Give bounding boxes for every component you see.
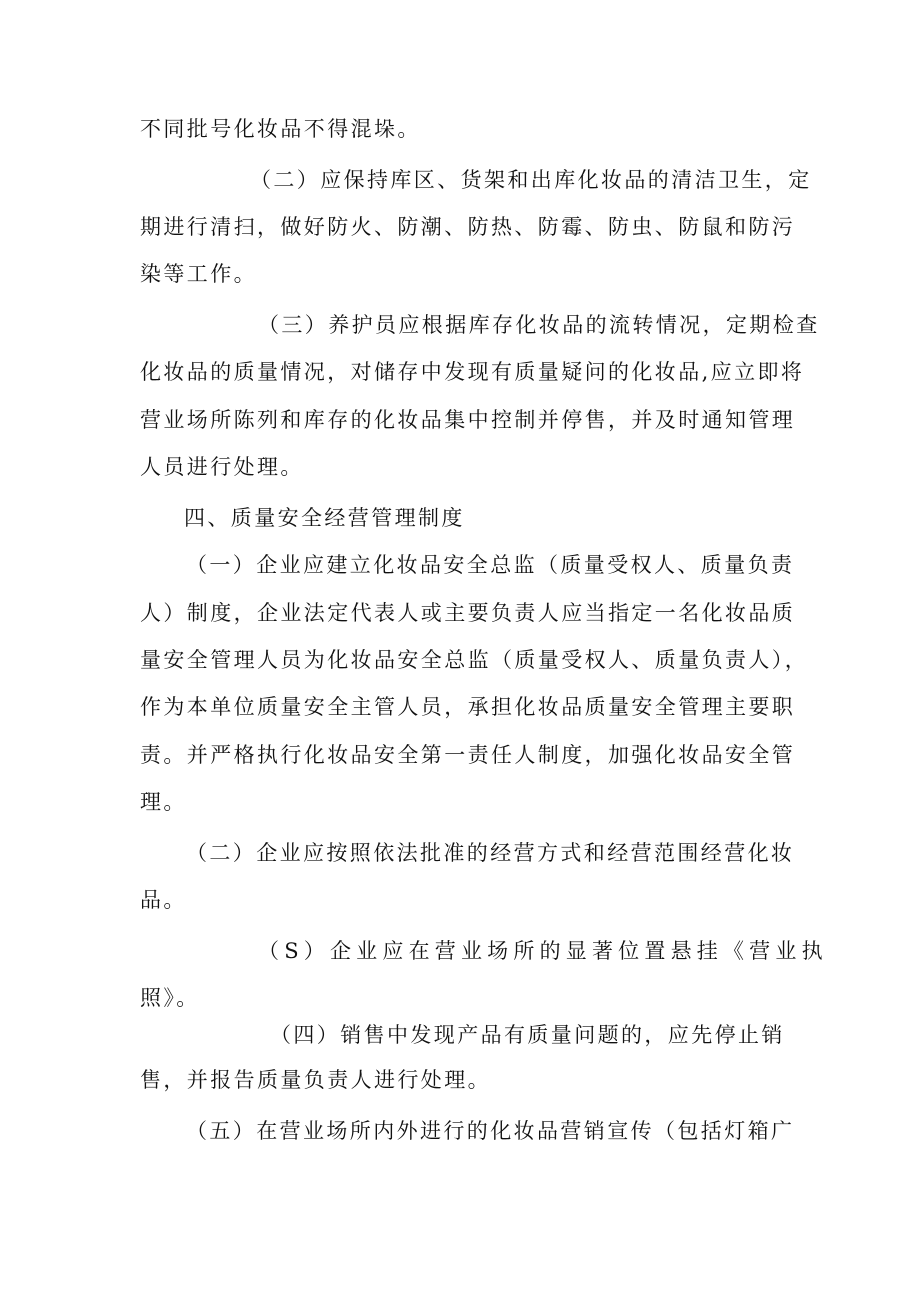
text-line: （二）企业应按照依法批准的经营方式和经营范围经营化妆 <box>186 841 795 865</box>
text-line: 人员进行处理。 <box>140 455 304 479</box>
text-line: 量安全管理人员为化妆品安全总监（质量受权人、质量负责人）， <box>140 648 809 672</box>
text-line: 理。 <box>140 790 187 814</box>
text-line: 不同批号化妆品不得混垛。 <box>140 117 421 141</box>
text-line: 化妆品的质量情况，对储存中发现有质量疑问的化妆品,应立即将 <box>140 360 805 384</box>
text-line: （四）销售中发现产品有质量问题的，应先停止销 <box>270 1023 785 1047</box>
text-line: 人）制度，企业法定代表人或主要负责人应当指定一名化妆品质 <box>140 601 796 625</box>
text-line: （三）养护员应根据库存化妆品的流转情况，定期检查 <box>258 313 820 337</box>
section-heading: 四、质量安全经营管理制度 <box>184 506 465 530</box>
text-line: 期进行清扫，做好防火、防潮、防热、防霉、防虫、防鼠和防污 <box>140 215 796 239</box>
text-line: （二）应保持库区、货架和出库化妆品的清洁卫生，定 <box>250 168 812 192</box>
text-line: 染等工作。 <box>140 262 257 286</box>
text-line: 责。并严格执行化妆品安全第一责任人制度，加强化妆品安全管 <box>140 743 796 767</box>
text-line: （五）在营业场所内外进行的化妆品营销宣传（包括灯箱广 <box>186 1119 795 1143</box>
text-line: 售，并报告质量负责人进行处理。 <box>140 1068 491 1092</box>
text-line: 作为本单位质量安全主管人员，承担化妆品质量安全管理主要职 <box>140 695 796 719</box>
text-line: （一）企业应建立化妆品安全总监（质量受权人、质量负责 <box>186 553 795 577</box>
text-line: （S）企业应在营业场所的显著位置悬挂《营业执 <box>258 939 828 963</box>
text-line: 营业场所陈列和库存的化妆品集中控制并停售，并及时通知管理 <box>140 408 796 432</box>
text-line: 照》。 <box>140 986 200 1010</box>
text-line: 品。 <box>140 888 187 912</box>
